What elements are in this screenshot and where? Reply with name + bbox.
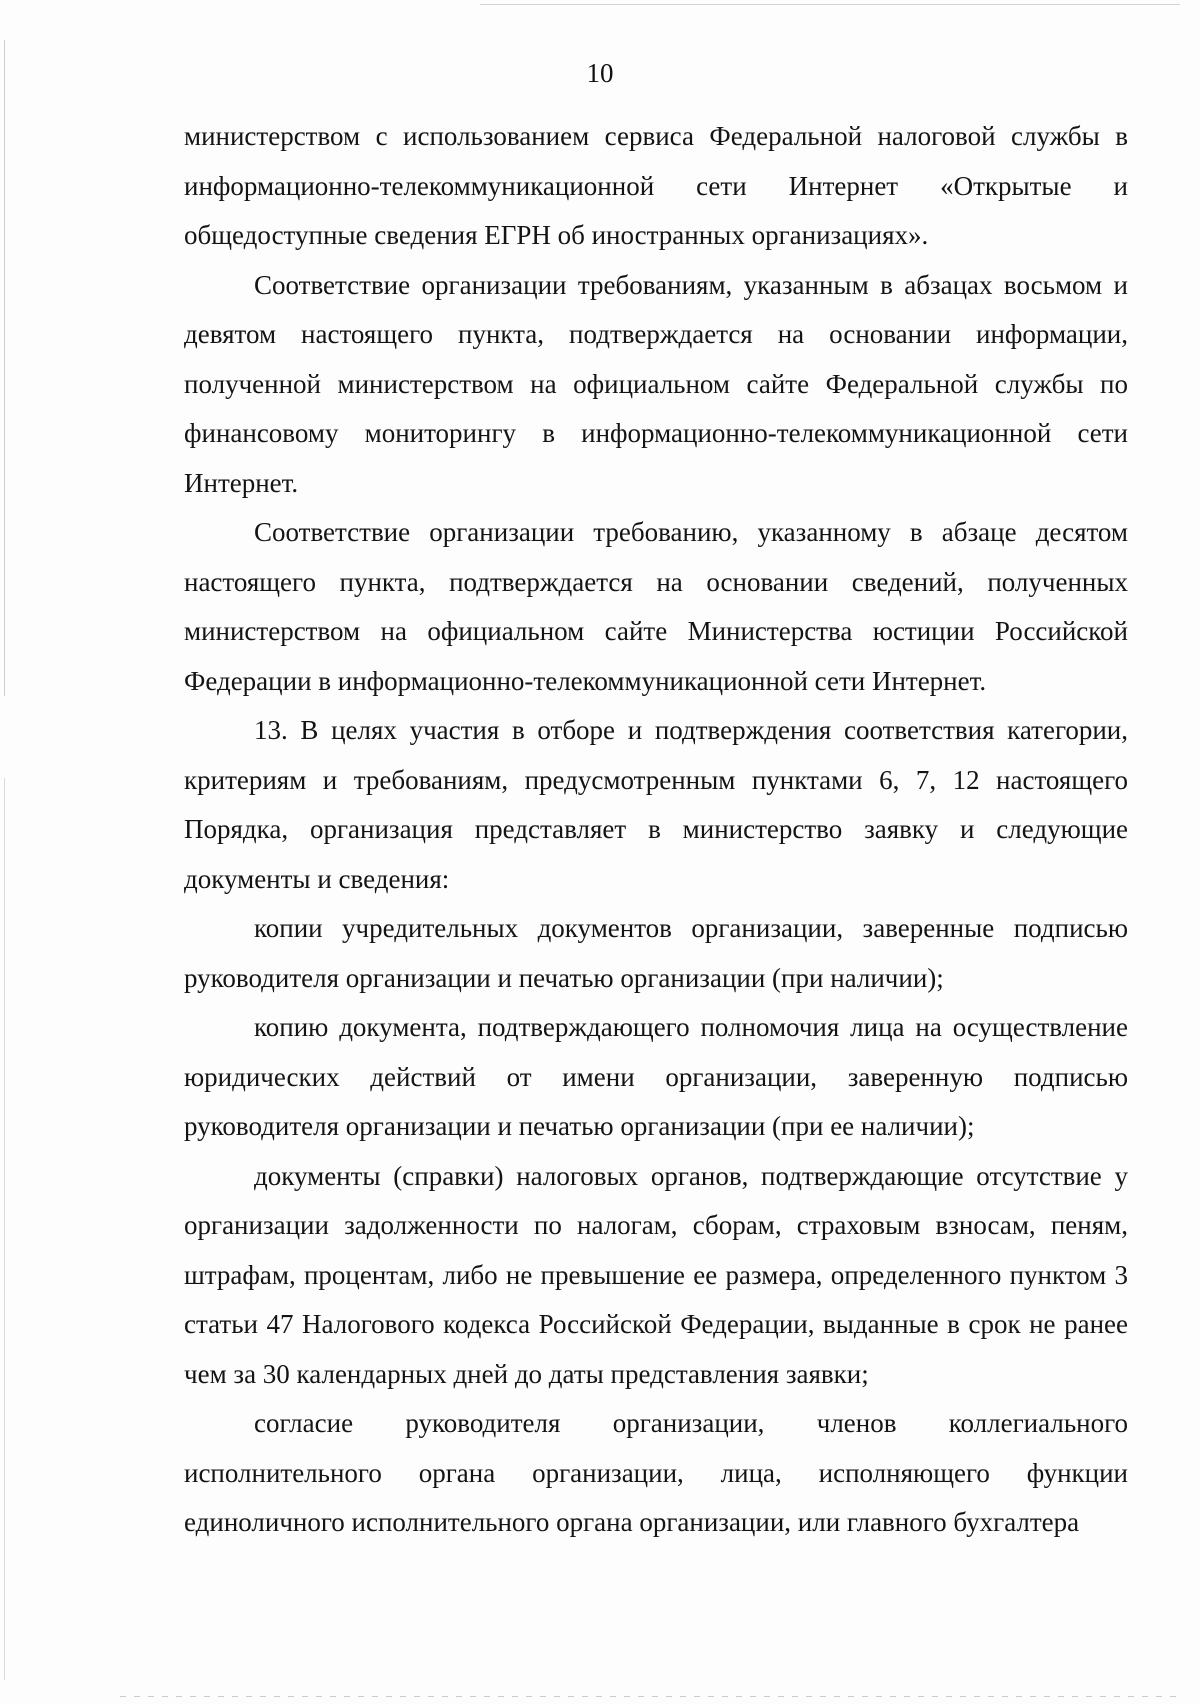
paragraph-8: согласие руководителя организации, членов коллегиального исполнительного органа организации, лица, исполняющего функции единоличного исполнительного органа организации, или главного бухгалтера — [184, 1408, 1128, 1537]
paragraph-2: Соответствие организации требованиям, указанным в абзацах восьмом и девятом настоящего пункта, подтверждается на основании информации, полученной министерством на официальном сайте Федеральной службы по финансовому мониторингу в информационно-телекоммуникационной сети Интернет. — [184, 269, 1128, 498]
paragraph-1: министерством с использованием сервиса Федеральной налоговой службы в информационно-телекоммуникационной сети Интернет «Открытые и общедоступные сведения ЕГРН об иностранных организациях». — [184, 121, 1128, 250]
paragraph-6: копию документа, подтверждающего полномочия лица на осуществление юридических действий от имени организации, заверенную подписью руководителя организации и печатью организации (при ее наличии); — [184, 1012, 1128, 1141]
paragraph-7: документы (справки) налоговых органов, подтверждающие отсутствие у организации задолженности по налогам, сборам, страховым взносам, пеням, штрафам, процентам, либо не превышение ее размера, определенного пунктом 3 статьи 47 Налогового кодекса Российской Федерации, выданные в срок не ранее чем за 30 календарных дней до даты представления заявки; — [184, 1160, 1128, 1389]
document-body — [184, 112, 1128, 1548]
paragraph-4: 13. В целях участия в отборе и подтверждения соответствия категории, критериям и требованиям, предусмотренным пунктами 6, 7, 12 настоящего Порядка, организация представляет в министерство заявку и следующие документы и сведения: — [184, 715, 1128, 894]
scan-left-edge — [4, 40, 5, 1680]
page-number: 10 — [586, 58, 614, 88]
paragraph-5: копии учредительных документов организации, заверенные подписью руководителя организации и печатью организации (при наличии); — [184, 913, 1128, 993]
paragraph-3: Соответствие организации требованию, указанному в абзаце десятом настоящего пункта, подтверждается на основании сведений, полученных министерством на официальном сайте Министерства юстиции Российской Федерации в информационно-телекоммуникационной сети Интернет. — [184, 517, 1128, 696]
scan-bottom-edge — [120, 1696, 1180, 1697]
scan-top-edge — [480, 4, 1180, 5]
